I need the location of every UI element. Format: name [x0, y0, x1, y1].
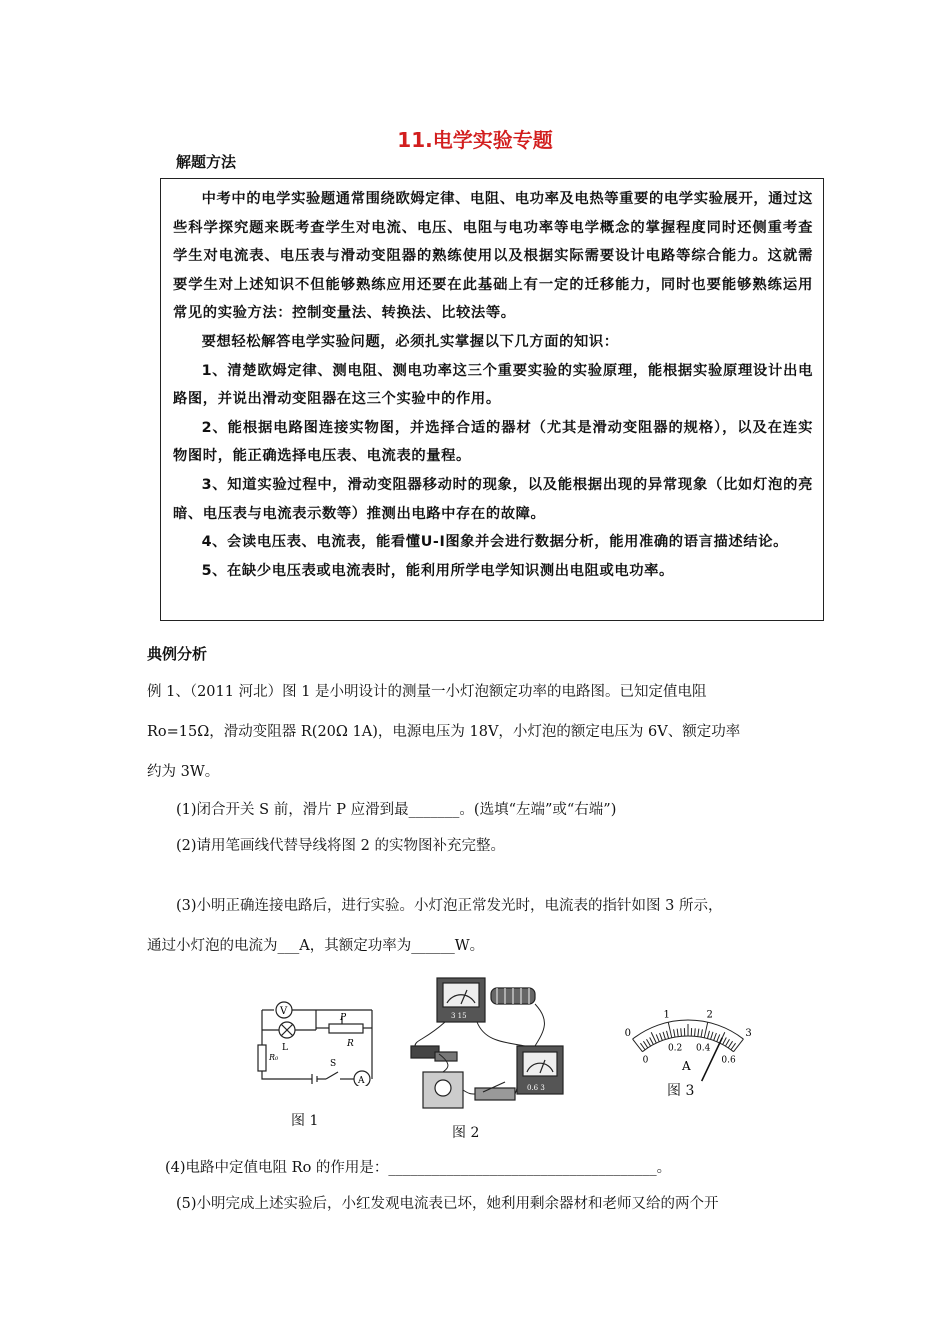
figure-3-ammeter-dial [606, 990, 776, 1085]
example-line-2: Ro=15Ω，滑动变阻器 R(20Ω 1A)，电源电压为 18V，小灯泡的额定电压为 6V、额定功率 [147, 724, 741, 740]
dial-outer-tick-label: 3 [745, 1027, 752, 1039]
method-box [160, 178, 824, 621]
figure-2-caption: 图 2 [452, 1125, 480, 1141]
dial-tick [695, 1028, 696, 1036]
method-heading: 解题方法 [176, 153, 237, 171]
figure-2-apparatus [405, 970, 565, 1120]
dial-tick [640, 1043, 645, 1050]
dial-tick [660, 1033, 663, 1041]
svg-text:3 15: 3 15 [451, 1012, 467, 1020]
dial-inner-tick-label: 0.6 [721, 1055, 736, 1066]
method-paragraph: 要想轻松解答电学实验问题，必须扎实掌握以下几方面的知识： [201, 333, 619, 350]
dial-unit: A [682, 1059, 691, 1073]
method-paragraph: 4、会读电压表、电流表，能看懂U-I图象并会进行数据分析，能用准确的语言描述结论。 [201, 534, 788, 551]
dial-tick [650, 1038, 654, 1045]
svg-text:R₀: R₀ [269, 1053, 279, 1062]
dial-tick [677, 1029, 678, 1037]
example-line-1: 例 1、（2011 河北）图 1 是小明设计的测量一小灯泡额定功率的电路图。已知定值电阻 [147, 684, 707, 700]
dial-tick [674, 1029, 675, 1037]
question-3b: 通过小灯泡的电流为___A，其额定功率为______W。 [147, 938, 485, 954]
question-2: (2)请用笔画线代替导线将图 2 的实物图补充完整。 [176, 838, 505, 854]
dial-inner-tick-label: 0.2 [667, 1043, 683, 1054]
rheostat-symbol [329, 1024, 363, 1033]
question-3a: (3)小明正确连接电路后，进行实验。小灯泡正常发光时，电流表的指针如图 3 所示， [176, 898, 723, 914]
page-title: 11.电学实验专题 [397, 128, 553, 152]
dial-tick [668, 1022, 672, 1038]
svg-text:S: S [330, 1059, 337, 1069]
dial-tick [647, 1039, 651, 1046]
figure-1-caption: 图 1 [291, 1113, 319, 1129]
dial-tick [656, 1034, 659, 1041]
dial-tick [711, 1032, 713, 1040]
example-line-3: 约为 3W。 [147, 764, 220, 780]
method-paragraph: 2、能根据电路图连接实物图，并选择合适的器材（尤其是滑动变阻器的规格），以及在连实物图时，能正确选择电压表、电流表的量程。 [173, 419, 813, 465]
svg-text:A: A [358, 1076, 365, 1086]
dial-tick [725, 1039, 729, 1046]
dial-tick [643, 1041, 647, 1048]
switch-symbol [326, 1072, 338, 1079]
dial-tick [698, 1029, 699, 1037]
dial-tick [701, 1029, 702, 1037]
lamp-holder [435, 1052, 457, 1061]
method-paragraph: 3、知道实验过程中，滑动变阻器移动时的现象，以及能根据出现的异常现象（比如灯泡的亮暗、电压表与电流表示数等）推测出电路中存在的故障。 [173, 476, 813, 522]
dial-tick [714, 1033, 717, 1041]
dial-outer-tick-label: 0 [624, 1027, 632, 1039]
question-5: (5)小明完成上述实验后，小红发观电流表已坏，她利用剩余器材和老师又给的两个开 [176, 1196, 719, 1212]
svg-text:P: P [340, 1013, 347, 1023]
figure-3-caption: 图 3 [667, 1083, 695, 1099]
resistor-ro-symbol [258, 1045, 266, 1071]
dial-tick [707, 1031, 709, 1039]
dial-tick [723, 1038, 727, 1045]
dial-outer-tick-label: 2 [706, 1009, 713, 1021]
dial-outer-tick-label: 1 [663, 1009, 670, 1021]
method-paragraph: 1、清楚欧姆定律、测电阻、测电功率这三个重要实验的实验原理，能根据实验原理设计出电路图，并说出滑动变阻器在这三个实验中的作用。 [173, 362, 813, 408]
svg-text:V: V [280, 1006, 288, 1017]
svg-text:0.6 3: 0.6 3 [527, 1084, 545, 1092]
question-4: (4)电路中定值电阻 Ro 的作用是：_____________________________________。 [165, 1160, 672, 1176]
svg-text:R: R [347, 1039, 354, 1049]
method-paragraph: 5、在缺少电压表或电流表时，能利用所学电学知识测出电阻或电功率。 [201, 562, 674, 579]
dial-tick [728, 1041, 732, 1048]
dial-inner-tick-label: 0 [642, 1055, 649, 1066]
dial-tick [731, 1043, 736, 1050]
figure-1-circuit [254, 996, 404, 1086]
dial-inner-tick-label: 0.4 [696, 1043, 711, 1054]
svg-text:L: L [282, 1043, 288, 1053]
dial-tick [681, 1028, 682, 1036]
switch-device [475, 1088, 515, 1100]
dial-tick [663, 1032, 665, 1040]
dial-tick [717, 1034, 720, 1041]
dial-tick [667, 1031, 669, 1039]
dial-tick [633, 1039, 643, 1052]
dial-tick [704, 1022, 708, 1038]
example-heading: 典例分析 [147, 645, 208, 663]
method-paragraph: 中考中的电学实验题通常围绕欧姆定律、电阻、电功率及电热等重要的电学实验展开，通过这些科学探究题来既考查学生对电流、电压、电阻与电功率等电学概念的掌握程度同时还侧重考查学生对电流表、电压表与滑动变阻器的熟练使用以及根据实际需要设计电路等综合能力。这就需要学生对上述知识不但能够熟练应用还要在此基础上有一定的迁移能力，同时也要能够熟练运用常见的实验方法：控制变量法、转换法、比较法等。 [173, 191, 813, 322]
dial-tick [734, 1039, 744, 1052]
question-1: (1)闭合开关 S 前，滑片 P 应滑到最_______。(选填“左端”或“右端”) [176, 802, 617, 818]
